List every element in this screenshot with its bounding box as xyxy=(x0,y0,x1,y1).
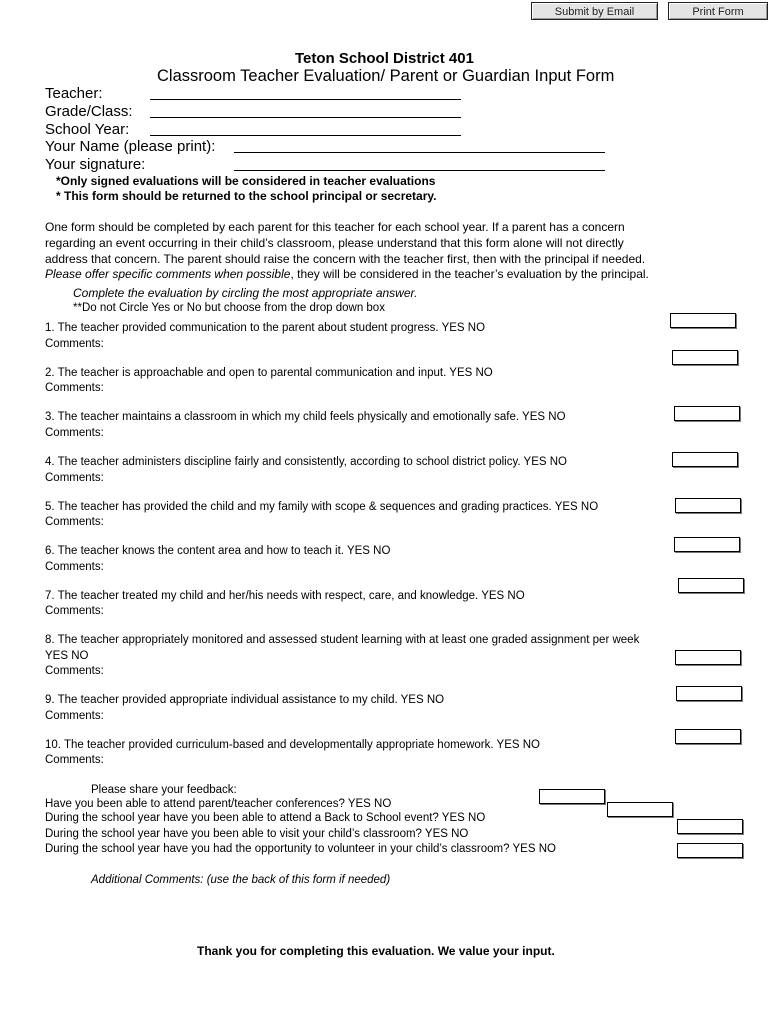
feedback-heading: Please share your feedback: xyxy=(91,784,237,796)
grade-class-label: Grade/Class: xyxy=(45,103,133,120)
instruction: Complete the evaluation by circling the most appropriate answer. xyxy=(73,286,418,300)
question-6-comments: Comments: xyxy=(45,561,104,573)
teacher-field[interactable] xyxy=(150,99,461,100)
additional-comments: Additional Comments: (use the back of this form if needed) xyxy=(91,874,391,886)
return-note: * This form should be returned to the school principal or secretary. xyxy=(56,189,437,203)
question-5: 5. The teacher has provided the child and my family with scope & sequences and grading practices. YES NO xyxy=(45,501,599,513)
district-title: Teton School District 401 xyxy=(295,50,474,67)
question-8-comments: Comments: xyxy=(45,665,104,677)
back-to-school-dropdown[interactable] xyxy=(607,802,673,817)
intro-line-3: address that concern. The parent should raise the concern with the teacher first, then with the principal if needed. xyxy=(45,252,646,266)
question-1-comments: Comments: xyxy=(45,338,104,350)
question-10-comments: Comments: xyxy=(45,754,104,766)
question-4: 4. The teacher administers discipline fairly and consistently, according to school district policy. YES NO xyxy=(45,456,567,468)
grade-class-field[interactable] xyxy=(150,117,461,118)
conferences-dropdown[interactable] xyxy=(539,789,605,804)
intro-line-4 xyxy=(45,267,649,283)
thank-you-message: Thank you for completing this evaluation. We value your input. xyxy=(197,944,555,958)
signature-label: Your signature: xyxy=(45,156,146,173)
intro-line-4-italic: Please offer specific comments when possible xyxy=(45,267,291,281)
your-name-label: Your Name (please print): xyxy=(45,138,216,155)
question-9-comments: Comments: xyxy=(45,710,104,722)
answer-dropdown-1[interactable] xyxy=(670,313,736,328)
volunteer-dropdown[interactable] xyxy=(677,843,743,858)
intro-line-2: regarding an event occurring in their child’s classroom, please understand that this form alone will not directly xyxy=(45,236,624,250)
question-10: 10. The teacher provided curriculum-based and developmentally appropriate homework. YES NO xyxy=(45,739,540,751)
question-7-comments: Comments: xyxy=(45,605,104,617)
school-year-label: School Year: xyxy=(45,121,130,138)
form-title: Classroom Teacher Evaluation/ Parent or Guardian Input Form xyxy=(157,67,615,85)
question-7: 7. The teacher treated my child and her/his needs with respect, care, and knowledge. YES NO xyxy=(45,590,525,602)
answer-dropdown-9[interactable] xyxy=(676,686,742,701)
answer-dropdown-8[interactable] xyxy=(675,650,741,665)
feedback-visit-classroom: During the school year have you been able to visit your child’s classroom? YES NO xyxy=(45,828,469,840)
answer-dropdown-4[interactable] xyxy=(672,452,738,467)
intro-line-1: One form should be completed by each parent for this teacher for each school year. If a parent has a concern xyxy=(45,220,625,234)
signature-field[interactable] xyxy=(234,170,605,171)
question-4-comments: Comments: xyxy=(45,472,104,484)
submit-by-email-button[interactable]: Submit by Email xyxy=(531,2,658,20)
answer-dropdown-6[interactable] xyxy=(674,537,740,552)
answer-dropdown-5[interactable] xyxy=(675,498,741,513)
dropdown-note: **Do not Circle Yes or No but choose from the drop down box xyxy=(73,302,385,314)
question-5-comments: Comments: xyxy=(45,516,104,528)
question-2-comments: Comments: xyxy=(45,382,104,394)
answer-dropdown-10[interactable] xyxy=(675,729,741,744)
teacher-label: Teacher: xyxy=(45,85,103,102)
question-6: 6. The teacher knows the content area and how to teach it. YES NO xyxy=(45,545,391,557)
question-2: 2. The teacher is approachable and open to parental communication and input. YES NO xyxy=(45,367,493,379)
answer-dropdown-2[interactable] xyxy=(672,350,738,365)
your-name-field[interactable] xyxy=(234,152,605,153)
question-8: 8. The teacher appropriately monitored and assessed student learning with at least one graded assignment per week xyxy=(45,634,640,646)
feedback-volunteer: During the school year have you had the opportunity to volunteer in your child’s classroom? YES NO xyxy=(45,843,556,855)
question-3: 3. The teacher maintains a classroom in which my child feels physically and emotionally safe. YES NO xyxy=(45,411,566,423)
school-year-field[interactable] xyxy=(150,135,461,136)
answer-dropdown-7[interactable] xyxy=(678,578,744,593)
question-9: 9. The teacher provided appropriate individual assistance to my child. YES NO xyxy=(45,694,445,706)
intro-line-4-rest: , they will be considered in the teacher’s evaluation by the principal. xyxy=(290,267,649,281)
print-form-button[interactable]: Print Form xyxy=(668,2,768,20)
question-3-comments: Comments: xyxy=(45,427,104,439)
signed-only-note: *Only signed evaluations will be considered in teacher evaluations xyxy=(56,174,436,188)
visit-classroom-dropdown[interactable] xyxy=(677,819,743,834)
answer-dropdown-3[interactable] xyxy=(674,406,740,421)
question-1: 1. The teacher provided communication to the parent about student progress. YES NO xyxy=(45,322,486,334)
question-8-answers: YES NO xyxy=(45,650,89,662)
feedback-back-to-school: During the school year have you been able to attend a Back to School event? YES NO xyxy=(45,812,486,824)
feedback-conferences: Have you been able to attend parent/teacher conferences? YES NO xyxy=(45,798,392,810)
